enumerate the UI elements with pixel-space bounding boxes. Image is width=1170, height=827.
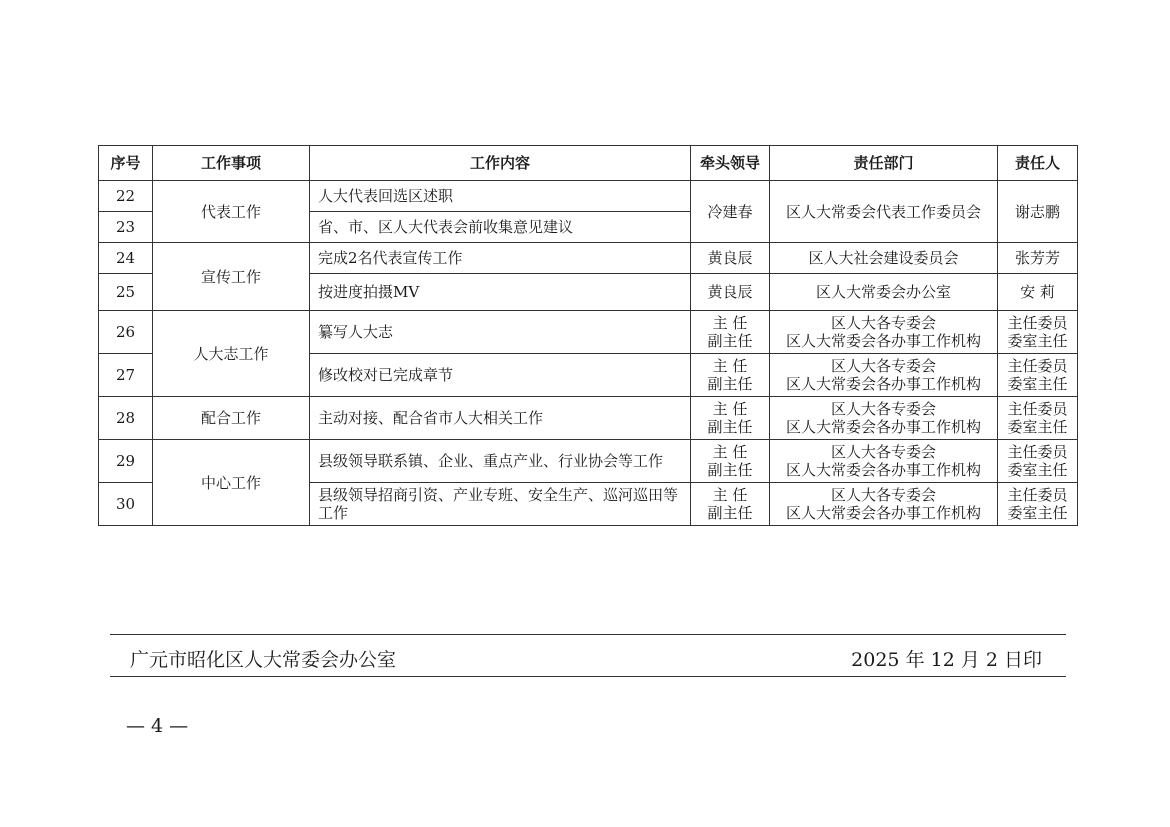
row-content: 省、市、区人大代表会前收集意见建议 [310,212,691,243]
row-person: 张芳芳 [998,243,1078,274]
table-row [99,311,1078,354]
footer-print-date: 2025 年 12 月 2 日印 [851,649,1042,671]
person-line-2: 委室主任 [1007,461,1068,479]
row-no: 26 [99,311,153,354]
leader-line-2: 副主任 [707,418,753,436]
dept-line-1: 区人大各专委会 [830,314,936,332]
page-number: — 4 — [126,715,189,737]
leader-line-2: 副主任 [707,332,753,350]
leader-line-1: 主 任 [712,400,748,418]
row-person [998,354,1078,397]
row-leader [691,311,770,354]
group-item: 人大志工作 [153,311,310,397]
row-dept [770,354,998,397]
person-line-1: 主任委员 [1007,443,1068,461]
person-line-1: 主任委员 [1007,400,1068,418]
row-person [998,397,1078,440]
row-content: 纂写人大志 [310,311,691,354]
person-line-2: 委室主任 [1007,418,1068,436]
table-row [99,397,1078,440]
row-dept: 区人大社会建设委员会 [770,243,998,274]
row-content: 按进度拍摄MV [310,274,691,311]
header-leader: 牵头领导 [691,146,770,181]
row-content: 人大代表回选区述职 [310,181,691,212]
leader-line-2: 副主任 [707,504,753,522]
header-person: 责任人 [998,146,1078,181]
row-leader: 黄良辰 [691,274,770,311]
row-dept [770,311,998,354]
row-person: 谢志鹏 [998,181,1078,243]
person-line-1: 主任委员 [1007,314,1068,332]
dept-line-1: 区人大各专委会 [830,443,936,461]
row-no: 28 [99,397,153,440]
row-no: 24 [99,243,153,274]
dept-line-1: 区人大各专委会 [830,357,936,375]
group-item: 中心工作 [153,440,310,526]
header-no: 序号 [99,146,153,181]
footer-office: 广元市昭化区人大常委会办公室 [130,649,397,671]
footer-top-rule [110,634,1066,635]
row-dept [770,397,998,440]
header-content: 工作内容 [310,146,691,181]
row-content: 主动对接、配合省市人大相关工作 [310,397,691,440]
dept-line-2: 区人大常委会各办事工作机构 [785,504,981,522]
row-leader [691,397,770,440]
row-content: 县级领导招商引资、产业专班、安全生产、巡河巡田等工作 [310,483,691,526]
row-content: 修改校对已完成章节 [310,354,691,397]
group-item: 宣传工作 [153,243,310,311]
row-leader [691,440,770,483]
row-dept: 区人大常委会办公室 [770,274,998,311]
dept-line-1: 区人大各专委会 [830,486,936,504]
row-person [998,311,1078,354]
row-leader [691,354,770,397]
group-item: 配合工作 [153,397,310,440]
person-line-1: 主任委员 [1007,357,1068,375]
dept-line-1: 区人大各专委会 [830,400,936,418]
person-line-2: 委室主任 [1007,375,1068,393]
header-item: 工作事项 [153,146,310,181]
row-person [998,483,1078,526]
leader-line-1: 主 任 [712,314,748,332]
row-no: 30 [99,483,153,526]
row-no: 25 [99,274,153,311]
dept-line-2: 区人大常委会各办事工作机构 [785,418,981,436]
table-header-row [99,146,1078,181]
leader-line-2: 副主任 [707,375,753,393]
row-no: 23 [99,212,153,243]
work-table [98,145,1078,526]
person-line-1: 主任委员 [1007,486,1068,504]
person-line-2: 委室主任 [1007,332,1068,350]
person-line-2: 委室主任 [1007,504,1068,522]
dept-line-2: 区人大常委会各办事工作机构 [785,461,981,479]
row-leader: 黄良辰 [691,243,770,274]
row-no: 27 [99,354,153,397]
table-row [99,243,1078,274]
row-leader [691,483,770,526]
row-no: 22 [99,181,153,212]
row-person [998,440,1078,483]
group-item: 代表工作 [153,181,310,243]
row-content: 县级领导联系镇、企业、重点产业、行业协会等工作 [310,440,691,483]
row-dept: 区人大常委会代表工作委员会 [770,181,998,243]
table-row [99,181,1078,212]
dept-line-2: 区人大常委会各办事工作机构 [785,332,981,350]
footer-bottom-rule [110,676,1066,677]
row-dept [770,440,998,483]
row-dept [770,483,998,526]
leader-line-1: 主 任 [712,486,748,504]
leader-line-2: 副主任 [707,461,753,479]
dept-line-2: 区人大常委会各办事工作机构 [785,375,981,393]
row-content: 完成2名代表宣传工作 [310,243,691,274]
leader-line-1: 主 任 [712,443,748,461]
row-no: 29 [99,440,153,483]
row-leader: 冷建春 [691,181,770,243]
header-dept: 责任部门 [770,146,998,181]
row-person: 安 莉 [998,274,1078,311]
leader-line-1: 主 任 [712,357,748,375]
table-row [99,440,1078,483]
